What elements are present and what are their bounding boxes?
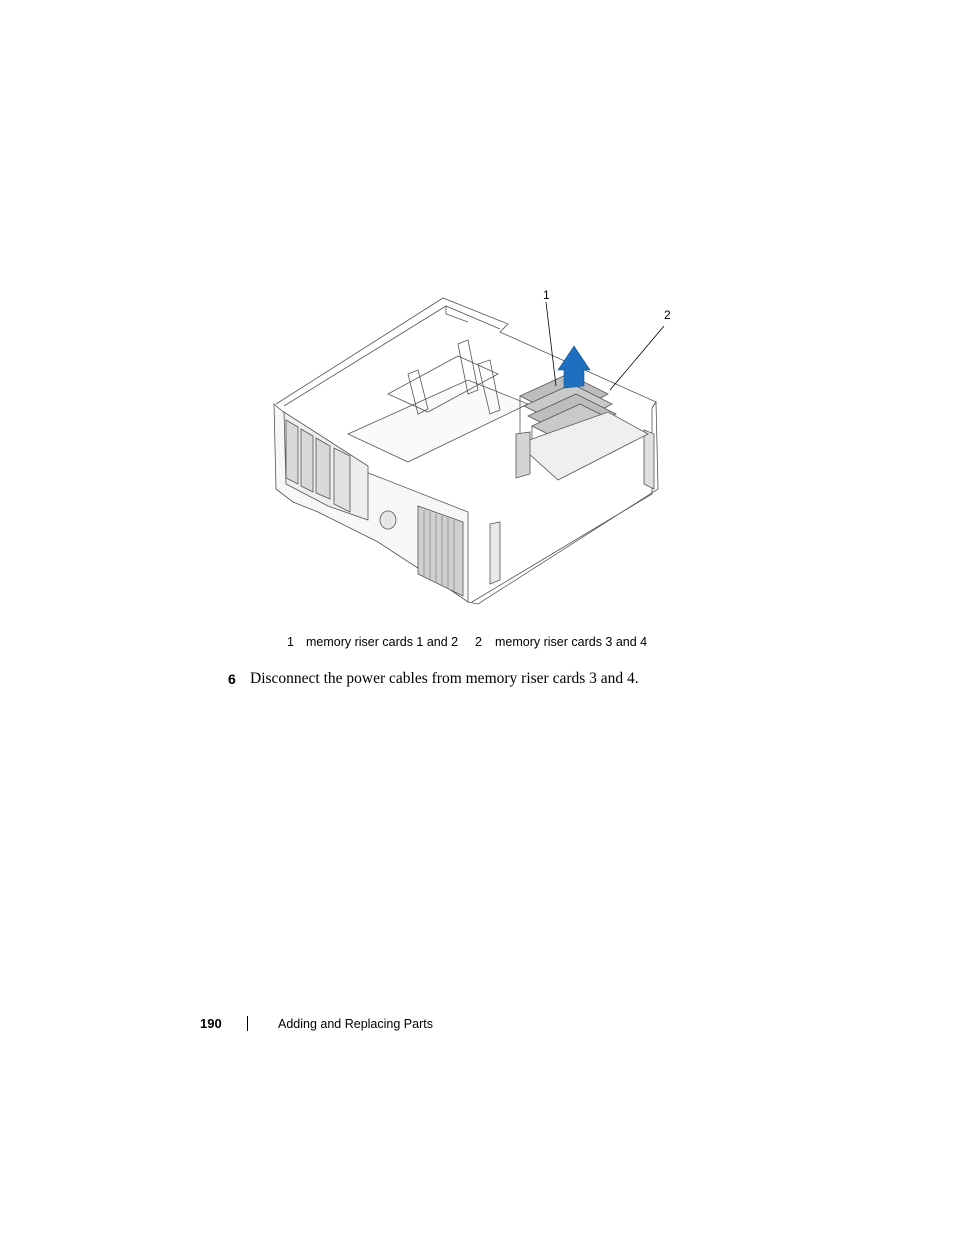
step-number: 6 (228, 671, 236, 687)
page-number: 190 (200, 1016, 222, 1031)
legend-label-1: memory riser cards 1 and 2 (306, 635, 459, 649)
footer-separator (247, 1016, 248, 1031)
callout-2: 2 (664, 308, 671, 322)
legend-label-2: memory riser cards 3 and 4 (495, 635, 648, 649)
legend-number-2: 2 (475, 635, 482, 649)
callout-1: 1 (543, 288, 550, 302)
section-title: Adding and Replacing Parts (278, 1017, 433, 1031)
legend-number-1: 1 (287, 635, 294, 649)
computer-chassis-illustration (268, 284, 671, 608)
step-text: Disconnect the power cables from memory riser cards 3 and 4. (250, 670, 639, 687)
